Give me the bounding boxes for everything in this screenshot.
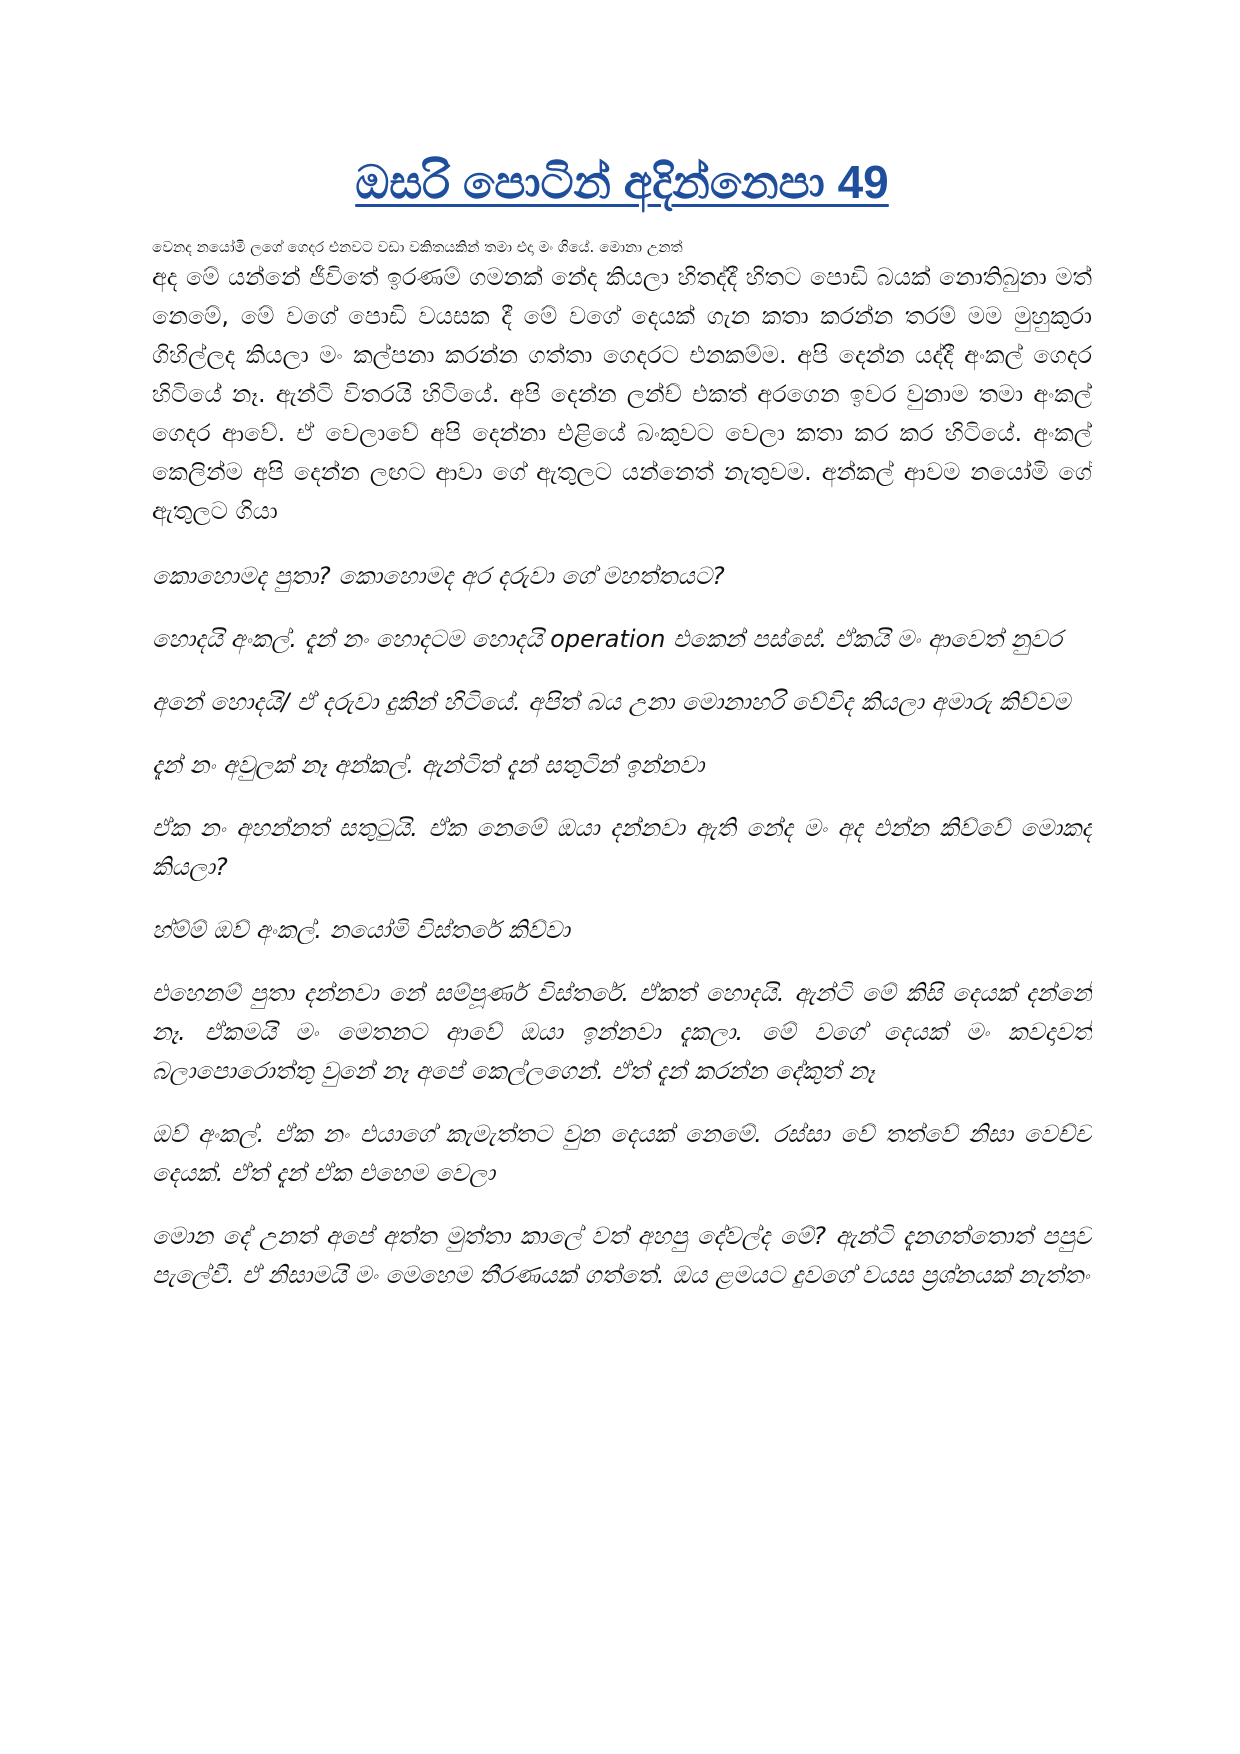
dialog-line: ඔව් අංකල්. ඒක නං එයාගේ කැමැත්තට වුන දෙයක් නෙමේ. රස්සා වේ තත්වේ නිසා වෙච්ච දෙයක්. ඒත් දැන් ඒක එහෙම වෙලා xyxy=(152,1120,1092,1187)
dialog-line: ඒක නං අහන්නත් සතුටුයි. ඒක නෙමේ ඔයා දන්නවා ඇති නේද මං අද එන්න කිව්වේ මොකද කියලා? xyxy=(152,814,1092,881)
document-page xyxy=(152,150,1092,1710)
lead-paragraph-small: වෙනද නයෝමි ලගේ ගෙදර එනවට වඩා වකිතයකින් තමා එදා මං ගියේ. මොනා උනත් xyxy=(152,238,683,256)
body-paragraph: අද මේ යන්නේ ජීවිතේ ඉරණම් ගමනක් නේද කියලා හිතද්දී හිතට පොඩි බයක් නොතිබුනා මත් නෙමේ, මේ වගේ පොඩි වයසක දී මේ වගේ දෙයක් ගැන කතා කරන්න තරම් මම මුහුකුරා ගිහිල්ලද කියලා මං කල්පනා කරන්න ගත්තා ගෙදරට එනකම්ම. අපි දෙන්න යද්දී අංකල් ගෙදර හිටියේ නෑ. ඇන්ටි විතරයි හිටියේ. අපි දෙන්න ලන්ච් එකත් අරගෙන ඉවර වුනාම තමා අංකල් ගෙදර ආවේ. ඒ වෙලාවේ අපි දෙන්නා එළියේ බංකුවට වෙලා කතා කර කර හිටියේ. අංකල් කෙලින්ම අපි දෙන්න ලඟට ආවා ගේ ඇතුලට යන්නෙත් නැතුවම. අන්කල් ආවම නයෝමි ගේ ඇතුලට ගියා xyxy=(152,263,1092,525)
dialog-line: මොන දේ උනත් අපේ අත්ත මුත්තා කාලේ වත් අහපු දේවල්ද මේ? ඇන්ටි දැනගත්තොත් පපුව පැලේවී. ඒ නිසාමයි මං මෙහෙම තීරණයක් ගත්තේ. ඔය ළමයට දුවගේ වයස ප්‍රශ්නයක් නැත්තං xyxy=(152,1222,1092,1289)
dialog-line: හ්ම්ම් ඔව් අංකල්. නයෝමි විස්තරේ කිව්වා xyxy=(152,916,570,944)
dialog-line: දැන් නං අවුලක් නෑ අන්කල්. ඇන්ටිත් දැන් සතුටින් ඉන්නවා xyxy=(152,751,705,779)
dialog-line: අනේ හොදයි/ ඒ දරුවා දුකින් හිටියේ. අපිත් බය උනා මොනාහරි වේවිද කියලා අමාරු කිව්වම xyxy=(152,688,1071,716)
document-title: ඔසරි පොටින් අදින්නෙපා 49 xyxy=(355,156,889,208)
dialog-line: එහෙනම් පුතා දන්නවා නේ සම්පූර්ණ විස්තරේ. ඒකත් හොදයි. ඇන්ටි මේ කිසි දෙයක් දන්නේ නෑ. ඒකමයි මං මෙතනට ආවේ ඔයා ඉන්නවා දැකලා. මේ වගේ දෙයක් මං කවදාවත් බලාපොරොත්තු වුනේ නෑ අපේ කෙල්ලගෙන්. ඒත් දැන් කරන්න දේකුත් නෑ xyxy=(152,979,1092,1085)
dialog-line: කොහොමද පුතා? කොහොමද අර දරුවා ගේ මහත්තයට? xyxy=(152,562,725,590)
dialog-line: හොදයි අංකල්. දැන් නං හොදටම හොදයි operation එකෙන් පස්සේ. ඒකයි මං ආවෙත් නුවර xyxy=(152,625,1062,653)
